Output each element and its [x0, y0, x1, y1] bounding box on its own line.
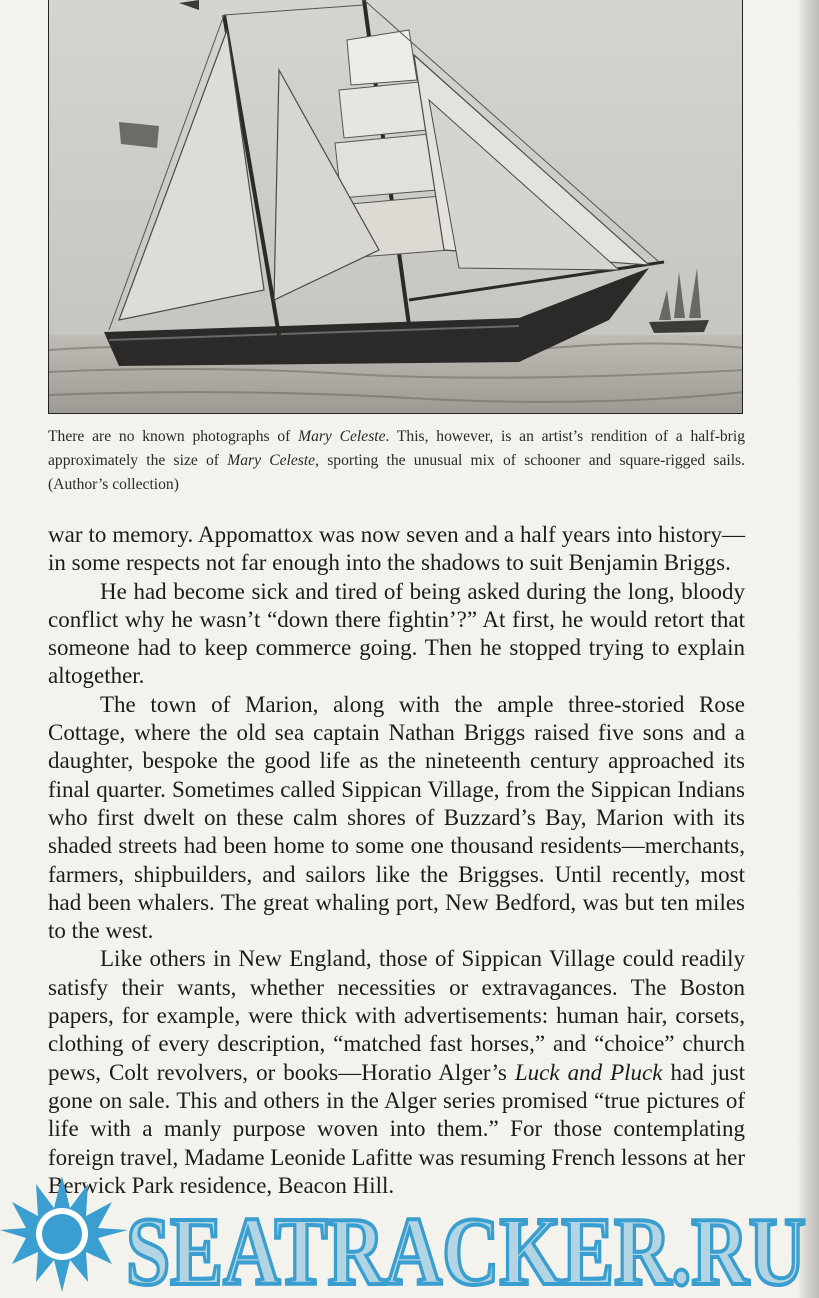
paragraph-1: war to memory. Appomattox was now seven and a half years into history—in some respects not far enough into the shadows to suit Benjamin Briggs. [48, 522, 745, 576]
watermark [0, 1168, 819, 1298]
paragraph-3: The town of Marion, along with the ample three-storied Rose Cottage, where the old sea captain Nathan Briggs raised five sons and a daughter, bespoke the good life as the nineteenth century approached its final quarter. Sometimes called Sippican Village, from the Sippican Indians who first dwelt on these calm shores of Buzzard’s Bay, Marion with its shaded streets had been home to some one thousand residents—merchants, farmers, shipbuilders, and sailors like the Briggses. Until recently, most had been whalers. The great whaling port, New Bedford, was but ten miles to the west. [48, 691, 745, 944]
paragraph-2: He had become sick and tired of being asked during the long, bloody conflict why he wasn’t “down there fightin’?” At first, he would retort that someone had to keep commerce going. Then he stopped trying to explain altogether. [48, 578, 745, 689]
paragraph-4 [48, 945, 745, 1200]
paragraph-4-text-1: Like others in New England, those of Sippican Village could readily satisfy their wants, whether necessities or extravagances. The Boston papers, for example, were thick with advertisements: human hair, corsets, clothing of every description, “matched fast horses,” and “choice” church pews, Colt revolvers, or books—Horatio Alger’s [48, 946, 745, 1085]
watermark-text: SEATRACKER.RU [126, 1198, 806, 1298]
figure-caption [48, 425, 745, 497]
paragraph-4-text-2: had just gone on sale. This and others in the Alger series promised “true pictures of life with a manly purpose woven into them.” For those contemplating foreign travel, Madame Leonide Lafitte was resuming French lessons at her Berwick Park residence, Beacon Hill. [48, 1059, 745, 1198]
watermark-text-fill: SEATRACKER.RU [126, 1198, 806, 1298]
caption-text-1: There are no known photographs of [48, 428, 299, 445]
caption-ship-name-2: Mary Celeste [227, 452, 316, 469]
sun-icon [0, 1176, 128, 1292]
caption-text-2: . This, however, is an artist’s rendition of a half-brig approximately the size of [48, 428, 745, 469]
caption-ship-name-1: Mary Celeste [298, 428, 386, 445]
ship-drawing [49, 0, 743, 414]
ship-illustration [48, 0, 743, 414]
book-title: Luck and Pluck [514, 1059, 663, 1085]
page-edge-shadow [797, 0, 819, 1298]
caption-text-3: , sporting the unusual mix of schooner and square-rigged sails. (Author’s collection) [48, 452, 746, 493]
body-text [48, 521, 745, 1200]
